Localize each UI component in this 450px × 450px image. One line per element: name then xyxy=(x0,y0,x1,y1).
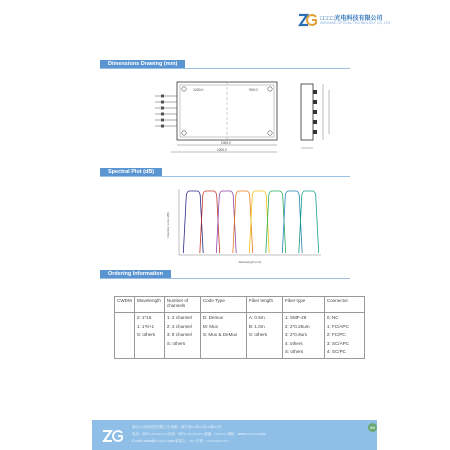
drawing-label-right: 900.0 xyxy=(249,88,258,92)
option-text: S: others xyxy=(136,332,156,338)
ordering-table xyxy=(114,296,365,359)
option-text: A: 0.5m xyxy=(248,315,265,320)
header-connector: Connector xyxy=(324,297,364,313)
footer-line: 浙江□□光电科技有限公司 地址：浙江省□□市□□区□□路□□号 xyxy=(132,425,222,429)
table-cell xyxy=(282,313,324,359)
spectral-plot-chart xyxy=(165,185,325,267)
section-dimensions-title: Dimensions Drawing (mm) xyxy=(100,60,185,69)
table-cell xyxy=(324,313,364,359)
option-text: 3: 2*0.9um xyxy=(284,332,308,338)
header-cwdm: CWDM xyxy=(115,297,135,313)
company-logo xyxy=(298,12,398,30)
drawing-label-bottom-1: 1000.0 xyxy=(221,141,231,145)
option-text: 1: 2 channel xyxy=(166,315,192,320)
table-cell xyxy=(134,313,164,359)
header-fiber-length: Fiber length xyxy=(246,297,282,313)
header-code-type: Code Type xyxy=(200,297,246,313)
dimensions-drawing xyxy=(155,78,335,160)
table-row xyxy=(115,313,365,359)
option-text: 4: SC/PC xyxy=(326,349,346,355)
y-axis-label: Insertion Loss (dB) xyxy=(166,212,170,238)
section-divider xyxy=(100,68,350,69)
section-spectral-title: Spectral Plot (dB) xyxy=(100,168,162,177)
option-text: 1: 1*8+1 xyxy=(136,323,155,329)
drawing-label-bottom-2: 1200.0 xyxy=(217,148,227,152)
zg-logo-icon xyxy=(102,429,124,443)
option-text: 3: SC/APC xyxy=(326,340,350,346)
footer-line: E-mail: sales@□□□□□□.com 联系人：□□□ 手机：□□□□□□□□□□□ xyxy=(132,439,229,443)
option-text: S: others xyxy=(284,349,304,355)
option-text: 4: others xyxy=(284,340,303,346)
footer-line: 电话：0571-□□□□□□□□ 传真：0571-□□□□□□□□ 邮编：□□□□□□ 网址：www.□□□□□□.com xyxy=(132,432,266,436)
table-cell xyxy=(246,313,282,359)
page-number-badge: 03 xyxy=(368,423,377,432)
section-ordering-title: Ordering Information xyxy=(100,270,171,279)
header-channels: Number of channels xyxy=(164,297,200,313)
footer-contact xyxy=(132,424,266,445)
option-text: S: Mux & DeMux xyxy=(202,332,238,338)
section-divider xyxy=(100,278,350,279)
company-name-en: ZHEJIANG OPTICAL TECHNOLOGY CO.,LTD xyxy=(320,21,390,25)
table-cell xyxy=(115,313,135,359)
option-text: 2: 2*0.25um xyxy=(284,323,310,329)
option-text: 1: FC/APC xyxy=(326,323,349,329)
drawing-label-left: 1200.0 xyxy=(193,88,204,92)
option-text: 2: FC/PC xyxy=(326,332,346,338)
option-text: 1: SMF-28 xyxy=(284,315,307,320)
option-text: 2: 4 channel xyxy=(166,323,192,329)
option-text: S: others xyxy=(248,332,268,338)
option-text: B: 1.0m xyxy=(248,323,265,329)
header-fiber-type: Fiber type xyxy=(282,297,324,313)
option-text: 3: 8 channel xyxy=(166,332,192,338)
section-divider xyxy=(100,176,350,177)
table-cell xyxy=(200,313,246,359)
footer-band xyxy=(92,420,377,450)
header-wavelength: Wavelength xyxy=(134,297,164,313)
option-text: 0: NC xyxy=(326,315,339,320)
option-text: 2: 1*16 xyxy=(136,315,152,320)
table-cell xyxy=(164,313,200,359)
option-text: M: Mux xyxy=(202,323,218,329)
table-header-row xyxy=(115,297,365,313)
x-axis-label: Wavelength (nm) xyxy=(238,260,262,264)
company-name-cn: □□□□光电科技有限公司 xyxy=(320,16,383,22)
option-text: D: Demux xyxy=(202,315,224,320)
zg-logo-icon xyxy=(298,12,318,28)
option-text: S: others xyxy=(166,340,186,346)
